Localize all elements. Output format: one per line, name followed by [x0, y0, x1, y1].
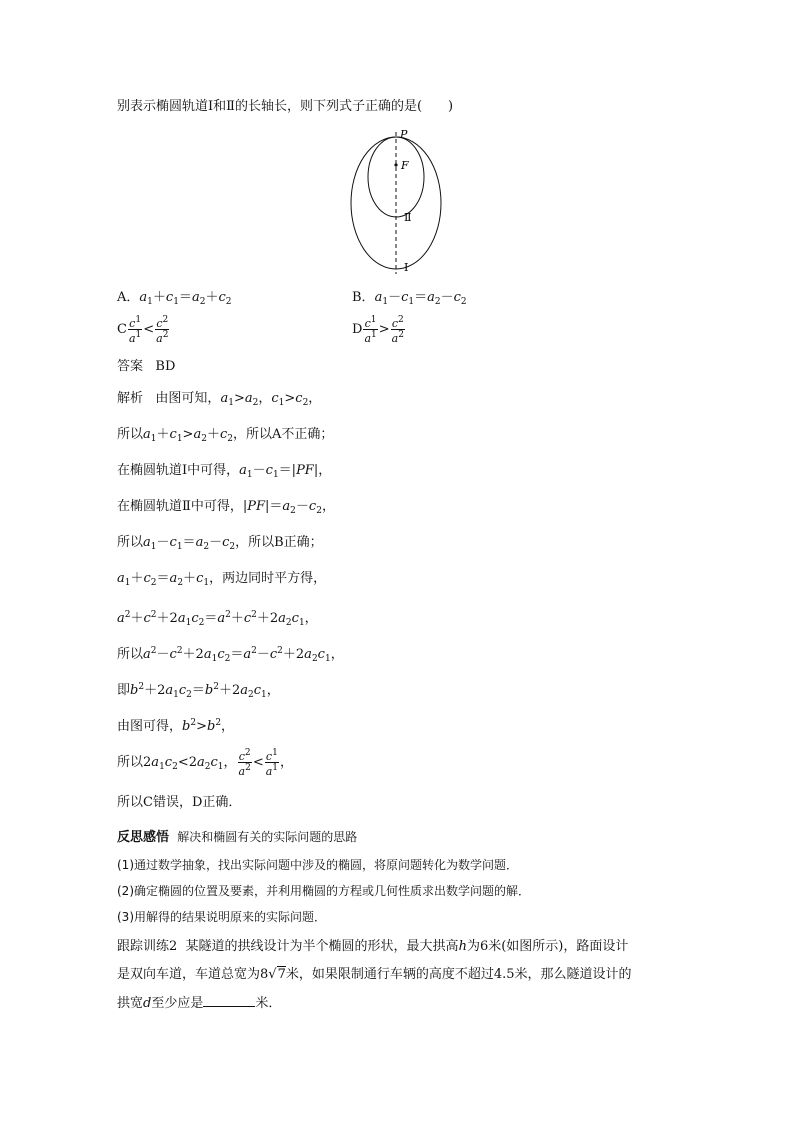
- analysis-line-2: 所以$a_1+c_1>a_2+c_2$，所以A不正确；: [117, 427, 334, 444]
- analysis-line-9: 即$b^2+2a_1c_2=b^2+2a_2c_1$，: [117, 682, 280, 700]
- analysis-line-7: $a^2+c^2+2a_1c_2=a^2+c^2+2a_2c_1$，: [117, 610, 318, 628]
- reflection-item: (3)用解得的结果说明原来的实际问题．: [117, 910, 326, 924]
- analysis-line-6: $a_1+c_2=a_2+c_1$，两边同时平方得，: [117, 571, 327, 588]
- question-intro: 别表示椭圆轨道Ⅰ和Ⅱ的长轴长，则下列式子正确的是( ): [117, 99, 454, 114]
- label-P: P: [400, 128, 408, 141]
- practice-text: 拱宽: [117, 996, 144, 1011]
- analysis-text: 所以: [117, 647, 144, 662]
- practice-text: 米，如果限制通行车辆的高度不超过4.5米，那么隧道设计的: [285, 967, 632, 982]
- practice-text: 为6米(如图所示)，路面设计: [466, 939, 629, 954]
- practice-line-3: 拱宽d至少应是 米．: [117, 996, 282, 1011]
- analysis-line-11: 所以$2a_1c_2<2a_2c_1$， $\frac{c^2}{a^2}$ < $\frac{c^1}{a^1}$ ，: [117, 748, 294, 778]
- practice-line-2: 是双向车道，车道总宽为8√7米，如果限制通行车辆的高度不超过4.5米，那么隧道设计的: [117, 967, 632, 982]
- analysis-line-10: 由图可得，$b^2>b^2$，: [117, 718, 235, 734]
- answer-value: BD: [155, 359, 176, 374]
- practice-text: 是双向车道，车道总宽为8: [117, 967, 269, 982]
- answer-label: 答案: [117, 359, 144, 374]
- answer-line: [117, 358, 175, 376]
- option-A-label: A．: [117, 290, 140, 305]
- analysis-text: ，两边同时平方得，: [209, 571, 327, 586]
- option-D-label: D: [352, 322, 363, 337]
- label-II: Ⅱ: [404, 211, 412, 224]
- option-D: D $\frac{c^1}{a^1}$ > $\frac{c^2}{a^2}$: [352, 315, 404, 345]
- label-F: F: [401, 159, 409, 172]
- analysis-line-4: 在椭圆轨道Ⅱ中可得，$|PF|=a_2-c_2$，: [117, 499, 335, 516]
- analysis-text: 由图可得，: [117, 719, 183, 734]
- analysis-line-1: 解析 由图可知，$a_1>a_2$，$c_1>c_2$，: [117, 391, 322, 408]
- practice-text: 米．: [255, 996, 282, 1011]
- analysis-text: 由图可知，: [155, 391, 221, 406]
- analysis-line-5: 所以$a_1-c_1=a_2-c_2$，所以B正确；: [117, 535, 323, 552]
- reflection-header: [117, 828, 357, 847]
- practice-text: 某隧道的拱线设计为半个椭圆的形状，最大拱高: [185, 939, 459, 954]
- focus-point: [394, 163, 397, 166]
- answer-blank[interactable]: [203, 994, 255, 1007]
- reflection-item: (2)确定椭圆的位置及要素，并利用椭圆的方程或几何性质求出数学问题的解．: [117, 884, 531, 898]
- reflection-subtitle: 解决和椭圆有关的实际问题的思路: [177, 830, 358, 844]
- analysis-label: 解析: [117, 391, 144, 406]
- option-C-label: C: [117, 322, 127, 337]
- practice-text: 至少应是: [151, 996, 204, 1011]
- practice-label: 跟踪训练2: [117, 939, 178, 954]
- ellipse-orbit-figure: [340, 126, 450, 278]
- analysis-text: 在椭圆轨道Ⅱ中可得，: [117, 499, 243, 514]
- analysis-text: 即: [117, 683, 131, 698]
- analysis-line-12: 所以C错误，D正确．: [117, 795, 242, 810]
- analysis-text: 所以: [117, 535, 144, 550]
- analysis-text: ，所以A不正确；: [232, 427, 334, 442]
- analysis-line-8: 所以$a^2-c^2+2a_1c_2=a^2-c^2+2a_2c_1$，: [117, 646, 344, 664]
- option-B: B．$a_1-c_1=a_2-c_2$: [352, 290, 467, 307]
- analysis-text: ，所以B正确；: [235, 535, 323, 550]
- label-I: Ⅰ: [404, 261, 409, 274]
- option-B-label: B．: [352, 290, 375, 305]
- practice-line-1: 跟踪训练2 某隧道的拱线设计为半个椭圆的形状，最大拱高h为6米(如图所示)，路面设计: [117, 939, 629, 954]
- reflection-title: 反思感悟: [117, 830, 170, 845]
- reflection-item: (1)通过数学抽象，找出实际问题中涉及的椭圆，将原问题转化为数学问题．: [117, 858, 519, 872]
- analysis-line-3: 在椭圆轨道Ⅰ中可得，$a_1-c_1=|PF|$，: [117, 463, 332, 480]
- option-C: C $\frac{c^1}{a^1}$ < $\frac{c^2}{a^2}$: [117, 315, 169, 345]
- analysis-text: 所以: [117, 755, 144, 770]
- option-A: A．$a_1+c_1=a_2+c_2$: [117, 290, 232, 307]
- analysis-text: 在椭圆轨道Ⅰ中可得，: [117, 463, 240, 478]
